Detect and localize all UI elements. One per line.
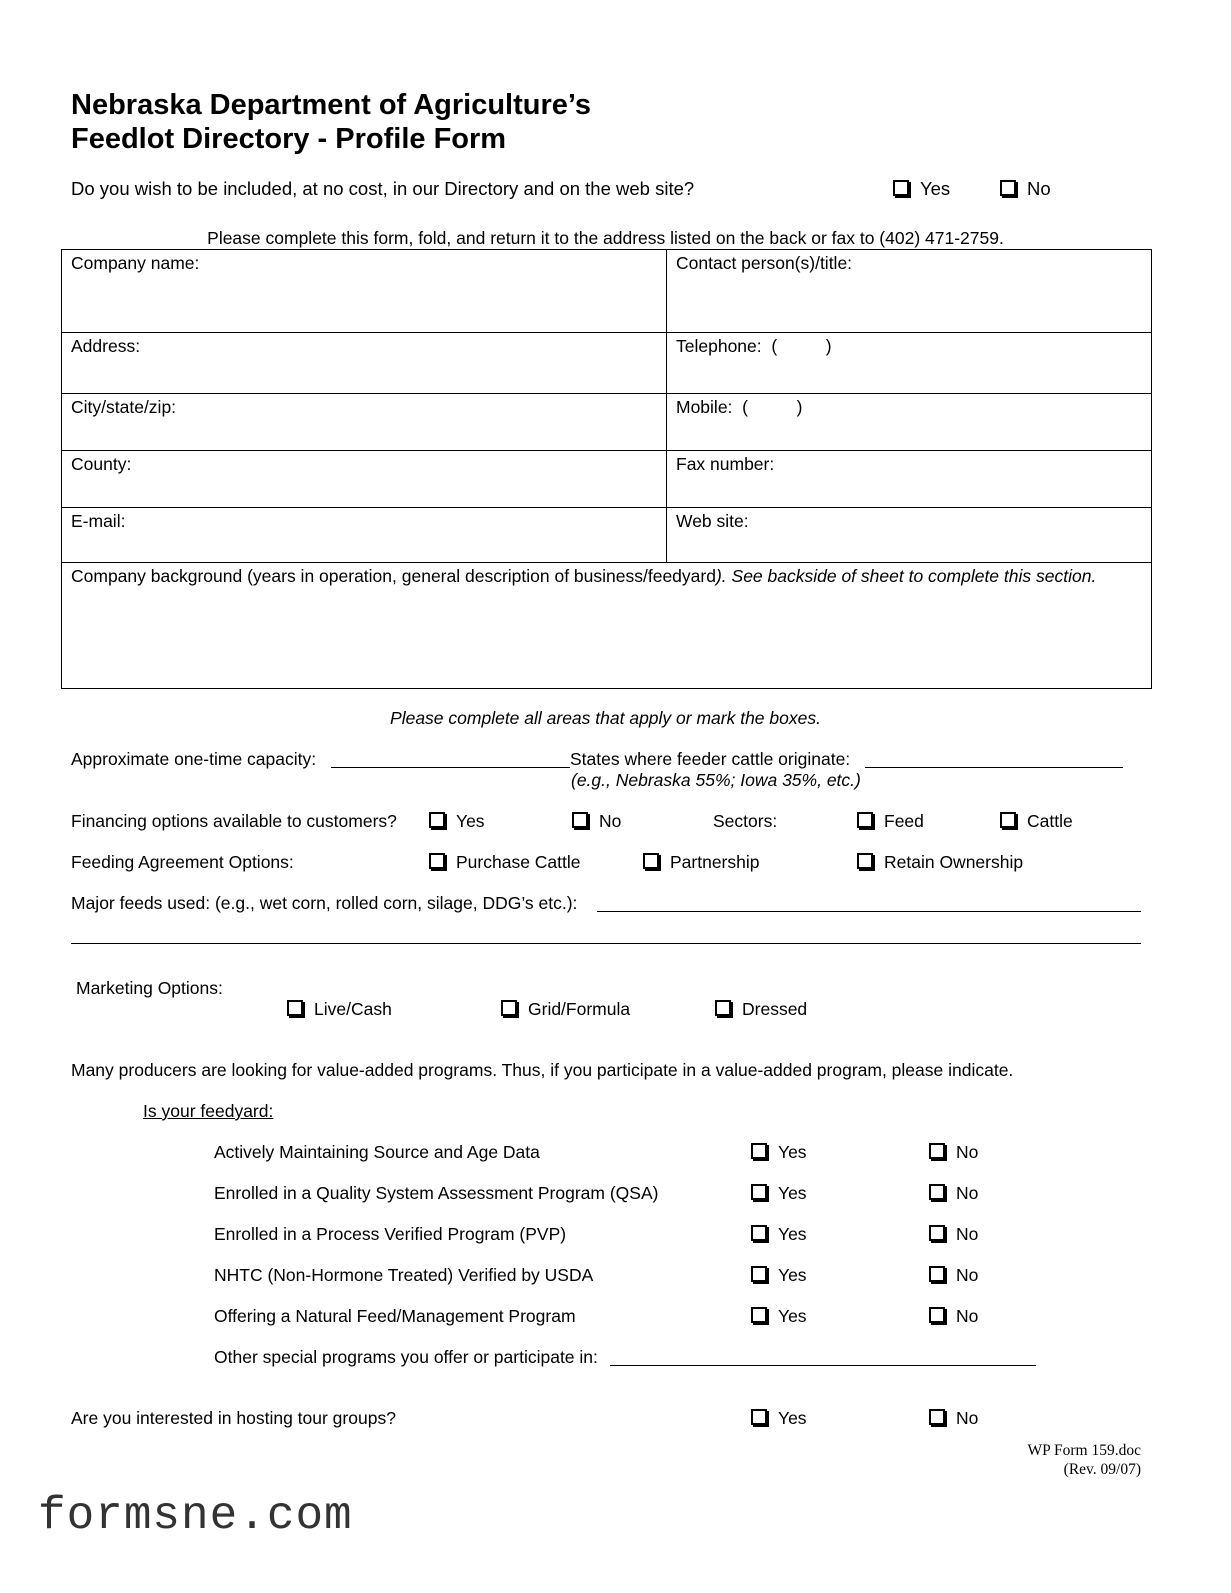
checkbox-icon[interactable] (1000, 812, 1016, 828)
form-title-line2: Feedlot Directory - Profile Form (71, 123, 507, 155)
checkbox-icon[interactable] (287, 1000, 303, 1016)
checkbox-icon[interactable] (643, 853, 659, 869)
checkbox-icon[interactable] (429, 853, 445, 869)
value-added-intro: Many producers are looking for value-added programs. Thus, if you participate in a value-added program, please indicate. (71, 1060, 1014, 1080)
fax-field[interactable]: Fax number: (667, 451, 1152, 508)
tour-yes-option[interactable]: Yes (751, 1408, 807, 1429)
tour-label: Are you interested in hosting tour groups? (71, 1408, 396, 1428)
financing-label: Financing options available to customers? (71, 811, 397, 831)
form-id: WP Form 159.doc (1027, 1442, 1141, 1459)
include-question: Do you wish to be included, at no cost, in our Directory and on the web site? (71, 178, 695, 199)
checkbox-icon[interactable] (572, 812, 588, 828)
checkbox-icon[interactable] (929, 1409, 945, 1425)
states-input-line[interactable] (865, 767, 1123, 768)
program-label: Actively Maintaining Source and Age Data (214, 1142, 540, 1162)
program-yes-option[interactable]: Yes (751, 1142, 807, 1163)
sector-cattle-option[interactable]: Cattle (1000, 811, 1073, 832)
checkbox-icon[interactable] (929, 1266, 945, 1282)
instructions: Please complete this form, fold, and return it to the address listed on the back or fax to (402) 471-2759. (207, 228, 1004, 248)
checkbox-icon[interactable] (929, 1307, 945, 1323)
marketing-label: Marketing Options: (76, 978, 223, 998)
feeding-purchase-option[interactable]: Purchase Cattle (429, 852, 581, 873)
feedyard-label: Is your feedyard: (143, 1101, 274, 1121)
program-no-option[interactable]: No (929, 1142, 978, 1163)
program-label: Enrolled in a Process Verified Program (PVP) (214, 1224, 567, 1244)
checkbox-icon[interactable] (1000, 180, 1016, 196)
feeding-label: Feeding Agreement Options: (71, 852, 294, 872)
company-info-table (61, 249, 1152, 689)
checkbox-icon[interactable] (857, 812, 873, 828)
program-no-option[interactable]: No (929, 1224, 978, 1245)
complete-note: Please complete all areas that apply or mark the boxes. (390, 708, 821, 728)
financing-no-option[interactable]: No (572, 811, 621, 832)
checkbox-icon[interactable] (857, 853, 873, 869)
checkbox-icon[interactable] (893, 180, 909, 196)
capacity-label: Approximate one-time capacity: (71, 749, 317, 769)
other-programs-label: Other special programs you offer or participate in: (214, 1347, 598, 1367)
mobile-field[interactable]: Mobile: ( ) (667, 394, 1152, 451)
program-no-option[interactable]: No (929, 1265, 978, 1286)
website-field[interactable]: Web site: (667, 508, 1152, 563)
marketing-dressed-option[interactable]: Dressed (715, 999, 807, 1020)
tour-no-option[interactable]: No (929, 1408, 978, 1429)
program-no-option[interactable]: No (929, 1183, 978, 1204)
states-label: States where feeder cattle originate: (570, 749, 851, 769)
feeding-retain-option[interactable]: Retain Ownership (857, 852, 1023, 873)
feeds-label: Major feeds used: (e.g., wet corn, rolled corn, silage, DDG’s etc.): (71, 893, 578, 913)
city-state-zip-field[interactable]: City/state/zip: (62, 394, 667, 451)
program-no-option[interactable]: No (929, 1306, 978, 1327)
include-no-option[interactable]: No (1000, 178, 1051, 200)
marketing-live-option[interactable]: Live/Cash (287, 999, 392, 1020)
checkbox-icon[interactable] (929, 1225, 945, 1241)
company-name-field[interactable]: Company name: (62, 250, 667, 333)
checkbox-icon[interactable] (715, 1000, 731, 1016)
checkbox-icon[interactable] (751, 1307, 767, 1323)
checkbox-icon[interactable] (429, 812, 445, 828)
sector-feed-option[interactable]: Feed (857, 811, 924, 832)
program-label: Offering a Natural Feed/Management Program (214, 1306, 576, 1326)
checkbox-icon[interactable] (929, 1184, 945, 1200)
form-revision: (Rev. 09/07) (1063, 1461, 1141, 1478)
checkbox-icon[interactable] (751, 1143, 767, 1159)
feeds-input-line[interactable] (597, 911, 1141, 912)
marketing-grid-option[interactable]: Grid/Formula (501, 999, 630, 1020)
email-field[interactable]: E-mail: (62, 508, 667, 563)
program-yes-option[interactable]: Yes (751, 1224, 807, 1245)
financing-yes-option[interactable]: Yes (429, 811, 485, 832)
checkbox-icon[interactable] (501, 1000, 517, 1016)
program-yes-option[interactable]: Yes (751, 1183, 807, 1204)
checkbox-icon[interactable] (751, 1409, 767, 1425)
contact-field[interactable]: Contact person(s)/title: (667, 250, 1152, 333)
other-programs-input-line[interactable] (610, 1365, 1036, 1366)
watermark: formsne.com (38, 1490, 353, 1542)
include-yes-option[interactable]: Yes (893, 178, 950, 200)
program-yes-option[interactable]: Yes (751, 1306, 807, 1327)
program-label: NHTC (Non-Hormone Treated) Verified by USDA (214, 1265, 594, 1285)
county-field[interactable]: County: (62, 451, 667, 508)
program-yes-option[interactable]: Yes (751, 1265, 807, 1286)
company-background-field[interactable]: Company background (years in operation, general description of business/feedyard). See backside of sheet to complete this section. (62, 563, 1152, 689)
sectors-label: Sectors: (713, 811, 778, 831)
address-field[interactable]: Address: (62, 333, 667, 394)
checkbox-icon[interactable] (751, 1225, 767, 1241)
telephone-field[interactable]: Telephone: ( ) (667, 333, 1152, 394)
checkbox-icon[interactable] (929, 1143, 945, 1159)
checkbox-icon[interactable] (751, 1184, 767, 1200)
states-example: (e.g., Nebraska 55%; Iowa 35%, etc.) (571, 770, 861, 790)
feeding-partnership-option[interactable]: Partnership (643, 852, 760, 873)
program-label: Enrolled in a Quality System Assessment Program (QSA) (214, 1183, 659, 1203)
feeds-input-line-2[interactable] (71, 943, 1141, 944)
checkbox-icon[interactable] (751, 1266, 767, 1282)
form-title-line1: Nebraska Department of Agriculture’s (71, 89, 591, 121)
capacity-input-line[interactable] (331, 767, 570, 768)
